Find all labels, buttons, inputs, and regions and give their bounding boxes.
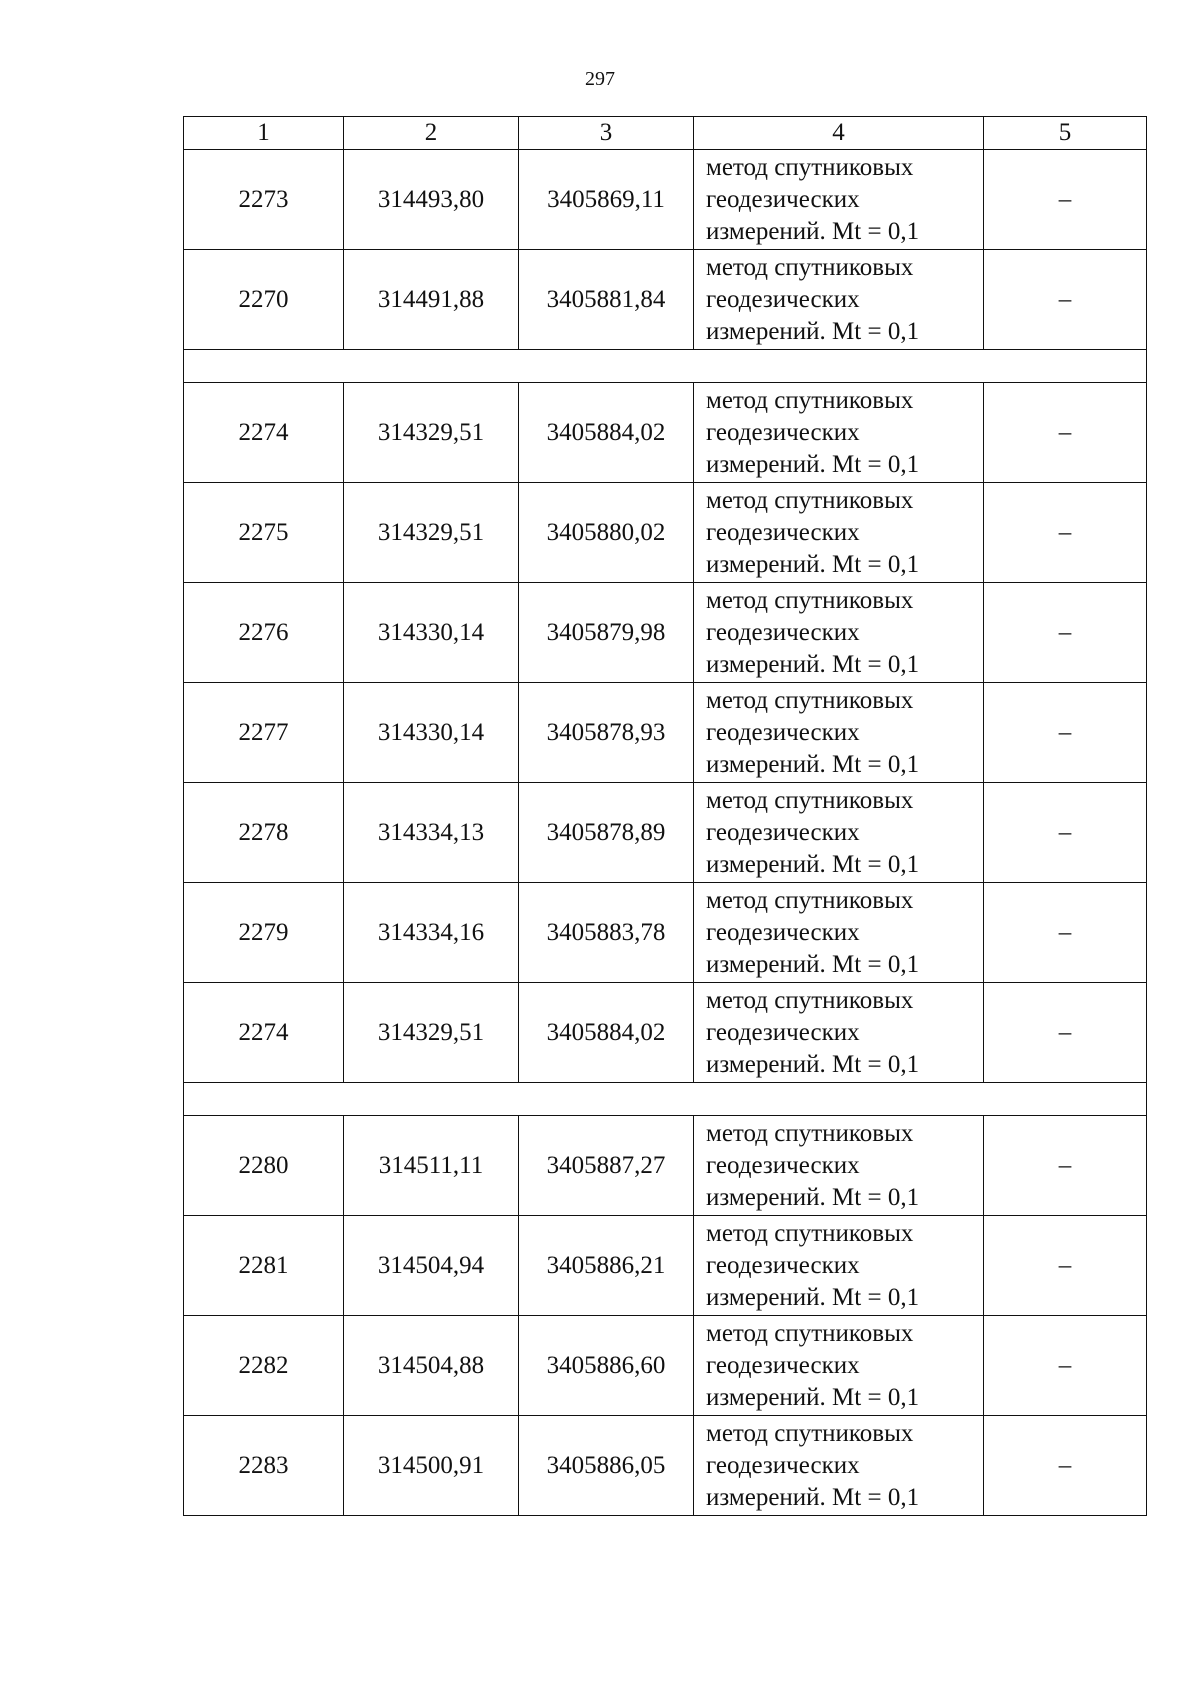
method-cell xyxy=(694,883,984,983)
point-number-cell: 2283 xyxy=(184,1416,344,1516)
y-coordinate-cell: 3405884,02 xyxy=(519,383,694,483)
method-line: геодезических xyxy=(706,518,860,546)
method-line: измерений. Mt = 0,1 xyxy=(706,1283,920,1311)
x-coordinate-cell: 314493,80 xyxy=(344,150,519,250)
y-coordinate-cell: 3405886,21 xyxy=(519,1216,694,1316)
y-coordinate-cell: 3405878,89 xyxy=(519,783,694,883)
method-line: измерений. Mt = 0,1 xyxy=(706,1483,920,1511)
y-coordinate-cell: 3405880,02 xyxy=(519,483,694,583)
method-line: геодезических xyxy=(706,1018,860,1046)
x-coordinate-cell: 314329,51 xyxy=(344,483,519,583)
method-cell xyxy=(694,583,984,683)
x-coordinate-cell: 314511,11 xyxy=(344,1116,519,1216)
table-row xyxy=(184,883,1147,983)
table-row xyxy=(184,1416,1147,1516)
table-row xyxy=(184,783,1147,883)
column-header-2: 2 xyxy=(344,117,519,150)
method-cell xyxy=(694,1116,984,1216)
method-cell xyxy=(694,983,984,1083)
method-line: метод спутниковых xyxy=(706,886,914,914)
separator-cell xyxy=(184,1083,1147,1116)
separator-row xyxy=(184,1083,1147,1116)
y-coordinate-cell: 3405884,02 xyxy=(519,983,694,1083)
x-coordinate-cell: 314504,88 xyxy=(344,1316,519,1416)
method-cell xyxy=(694,683,984,783)
column-header-5: 5 xyxy=(984,117,1147,150)
table-row xyxy=(184,683,1147,783)
x-coordinate-cell: 314334,16 xyxy=(344,883,519,983)
method-line: метод спутниковых xyxy=(706,986,914,1014)
table-body xyxy=(184,150,1147,1516)
method-line: геодезических xyxy=(706,1451,860,1479)
column-header-1: 1 xyxy=(184,117,344,150)
point-number-cell: 2275 xyxy=(184,483,344,583)
table-row xyxy=(184,483,1147,583)
note-cell: – xyxy=(984,983,1147,1083)
method-cell xyxy=(694,1216,984,1316)
note-cell: – xyxy=(984,383,1147,483)
method-line: измерений. Mt = 0,1 xyxy=(706,850,920,878)
separator-row xyxy=(184,350,1147,383)
method-line: геодезических xyxy=(706,918,860,946)
method-line: геодезических xyxy=(706,818,860,846)
point-number-cell: 2280 xyxy=(184,1116,344,1216)
note-cell: – xyxy=(984,483,1147,583)
separator-cell xyxy=(184,350,1147,383)
point-number-cell: 2278 xyxy=(184,783,344,883)
method-cell xyxy=(694,150,984,250)
method-cell xyxy=(694,783,984,883)
table-row xyxy=(184,150,1147,250)
point-number-cell: 2270 xyxy=(184,250,344,350)
table-row xyxy=(184,1316,1147,1416)
method-line: измерений. Mt = 0,1 xyxy=(706,950,920,978)
table-row xyxy=(184,383,1147,483)
note-cell: – xyxy=(984,1416,1147,1516)
method-line: измерений. Mt = 0,1 xyxy=(706,550,920,578)
note-cell: – xyxy=(984,1216,1147,1316)
note-cell: – xyxy=(984,883,1147,983)
method-line: метод спутниковых xyxy=(706,1319,914,1347)
x-coordinate-cell: 314329,51 xyxy=(344,983,519,1083)
x-coordinate-cell: 314330,14 xyxy=(344,583,519,683)
table-row xyxy=(184,1216,1147,1316)
y-coordinate-cell: 3405886,60 xyxy=(519,1316,694,1416)
point-number-cell: 2279 xyxy=(184,883,344,983)
x-coordinate-cell: 314491,88 xyxy=(344,250,519,350)
method-cell xyxy=(694,250,984,350)
coordinates-table xyxy=(183,116,1147,1516)
column-header-4: 4 xyxy=(694,117,984,150)
note-cell: – xyxy=(984,1316,1147,1416)
table-row xyxy=(184,583,1147,683)
table-row xyxy=(184,983,1147,1083)
note-cell: – xyxy=(984,783,1147,883)
y-coordinate-cell: 3405886,05 xyxy=(519,1416,694,1516)
method-line: измерений. Mt = 0,1 xyxy=(706,650,920,678)
note-cell: – xyxy=(984,150,1147,250)
x-coordinate-cell: 314504,94 xyxy=(344,1216,519,1316)
method-cell xyxy=(694,383,984,483)
point-number-cell: 2274 xyxy=(184,983,344,1083)
note-cell: – xyxy=(984,583,1147,683)
method-line: измерений. Mt = 0,1 xyxy=(706,750,920,778)
method-line: метод спутниковых xyxy=(706,253,914,281)
method-line: измерений. Mt = 0,1 xyxy=(706,1183,920,1211)
note-cell: – xyxy=(984,683,1147,783)
method-line: измерений. Mt = 0,1 xyxy=(706,1383,920,1411)
point-number-cell: 2281 xyxy=(184,1216,344,1316)
table-row xyxy=(184,1116,1147,1216)
y-coordinate-cell: 3405881,84 xyxy=(519,250,694,350)
y-coordinate-cell: 3405883,78 xyxy=(519,883,694,983)
method-line: геодезических xyxy=(706,1251,860,1279)
method-line: измерений. Mt = 0,1 xyxy=(706,317,920,345)
method-line: геодезических xyxy=(706,618,860,646)
note-cell: – xyxy=(984,1116,1147,1216)
table-row xyxy=(184,250,1147,350)
point-number-cell: 2273 xyxy=(184,150,344,250)
method-line: метод спутниковых xyxy=(706,1419,914,1447)
table-header xyxy=(184,117,1147,150)
x-coordinate-cell: 314500,91 xyxy=(344,1416,519,1516)
method-line: метод спутниковых xyxy=(706,786,914,814)
method-line: геодезических xyxy=(706,1151,860,1179)
y-coordinate-cell: 3405879,98 xyxy=(519,583,694,683)
method-line: метод спутниковых xyxy=(706,686,914,714)
point-number-cell: 2282 xyxy=(184,1316,344,1416)
method-line: измерений. Mt = 0,1 xyxy=(706,450,920,478)
y-coordinate-cell: 3405878,93 xyxy=(519,683,694,783)
method-line: метод спутниковых xyxy=(706,486,914,514)
method-line: метод спутниковых xyxy=(706,1219,914,1247)
method-line: метод спутниковых xyxy=(706,1119,914,1147)
y-coordinate-cell: 3405887,27 xyxy=(519,1116,694,1216)
method-line: метод спутниковых xyxy=(706,386,914,414)
page-number: 297 xyxy=(585,68,615,90)
method-cell xyxy=(694,1316,984,1416)
method-line: геодезических xyxy=(706,285,860,313)
method-line: геодезических xyxy=(706,718,860,746)
x-coordinate-cell: 314329,51 xyxy=(344,383,519,483)
method-line: измерений. Mt = 0,1 xyxy=(706,217,920,245)
x-coordinate-cell: 314334,13 xyxy=(344,783,519,883)
method-line: геодезических xyxy=(706,1351,860,1379)
method-cell xyxy=(694,1416,984,1516)
y-coordinate-cell: 3405869,11 xyxy=(519,150,694,250)
method-cell xyxy=(694,483,984,583)
method-line: геодезических xyxy=(706,185,860,213)
note-cell: – xyxy=(984,250,1147,350)
point-number-cell: 2274 xyxy=(184,383,344,483)
method-line: геодезических xyxy=(706,418,860,446)
method-line: метод спутниковых xyxy=(706,153,914,181)
method-line: метод спутниковых xyxy=(706,586,914,614)
point-number-cell: 2277 xyxy=(184,683,344,783)
method-line: измерений. Mt = 0,1 xyxy=(706,1050,920,1078)
header-row xyxy=(184,117,1147,150)
column-header-3: 3 xyxy=(519,117,694,150)
x-coordinate-cell: 314330,14 xyxy=(344,683,519,783)
point-number-cell: 2276 xyxy=(184,583,344,683)
